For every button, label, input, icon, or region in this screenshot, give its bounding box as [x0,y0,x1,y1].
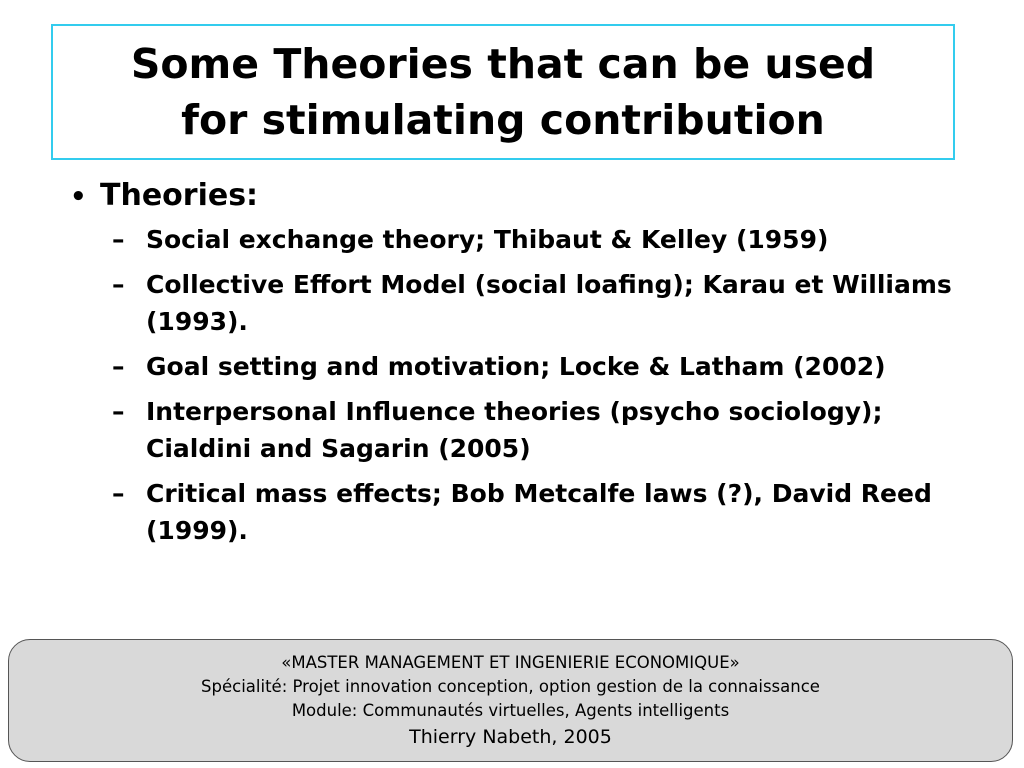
slide-title-box [51,24,955,160]
dash-icon: – [112,352,125,381]
dash-icon: – [112,397,125,426]
list-item-text: Collective Effort Model (social loafing); Karau et Williams (1993). [146,270,952,336]
dash-icon: – [112,270,125,299]
theories-list [112,221,970,549]
theories-heading-row [70,174,970,219]
dash-icon: – [112,479,125,508]
list-item [112,393,970,467]
list-item-text: Social exchange theory; Thibaut & Kelley (1959) [146,225,829,254]
slide-content [70,174,970,557]
list-item [112,266,970,340]
bullet-icon: • [70,182,87,212]
list-item-text: Interpersonal Influence theories (psycho sociology); Cialdini and Sagarin (2005) [146,397,883,463]
footer-panel [8,639,1013,762]
footer-specialty: Spécialité: Projet innovation conception, option gestion de la connaissance [201,676,820,696]
footer-module: Module: Communautés virtuelles, Agents intelligents [291,700,730,720]
list-item-text: Goal setting and motivation; Locke & Latham (2002) [146,352,886,381]
footer-author: Thierry Nabeth, 2005 [409,725,612,748]
list-item [112,348,970,385]
list-item [112,221,970,258]
footer-program: «MASTER MANAGEMENT ET INGENIERIE ECONOMIQUE» [281,652,740,672]
theories-heading: Theories: [100,178,259,213]
dash-icon: – [112,225,125,254]
list-item [112,475,970,549]
slide-title-line-1: Some Theories that can be used [130,40,876,88]
list-item-text: Critical mass effects; Bob Metcalfe laws (?), David Reed (1999). [146,479,932,545]
slide-title-line-2: for stimulating contribution [181,96,825,144]
